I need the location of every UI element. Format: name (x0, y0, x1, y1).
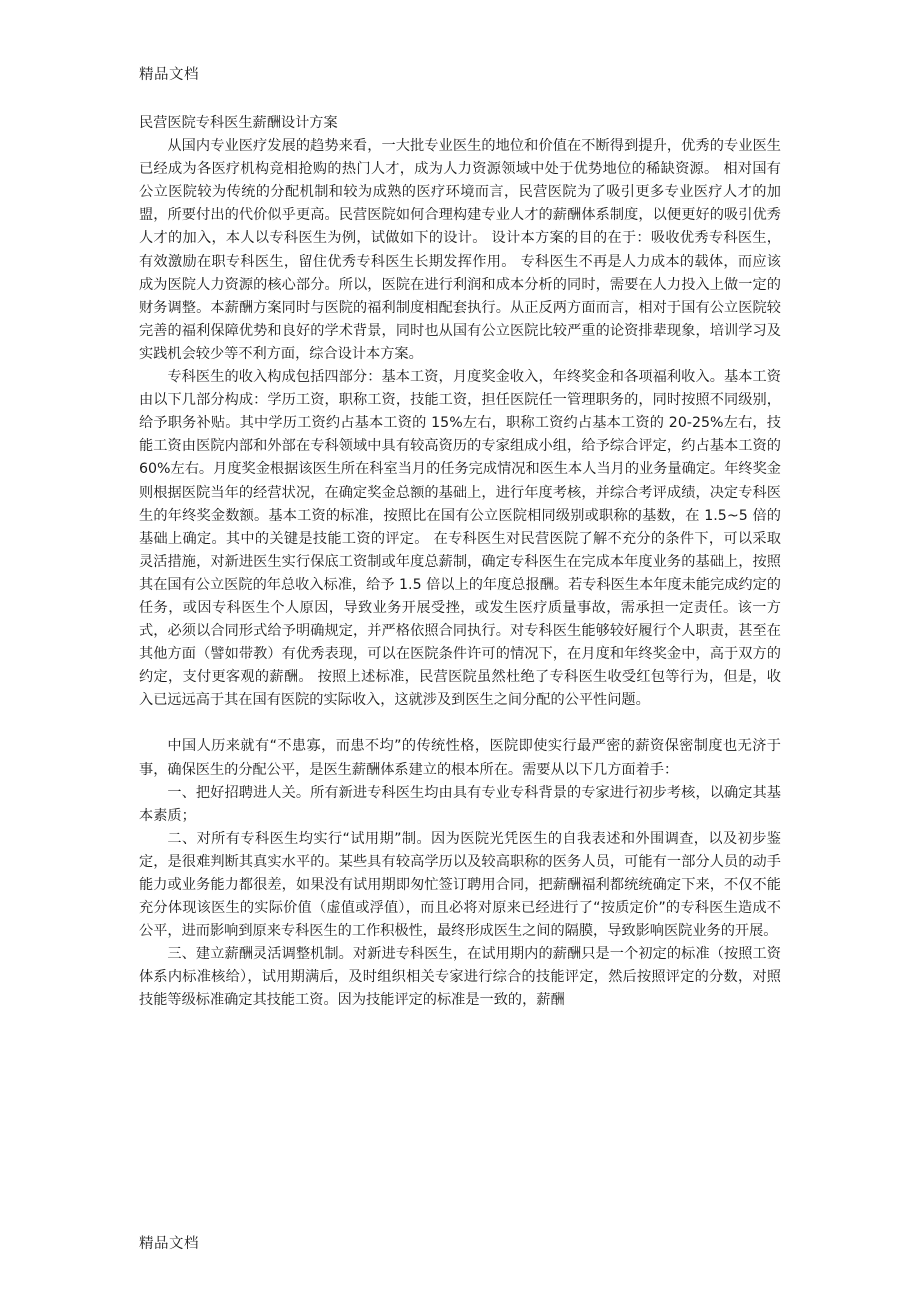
document-title: 民营医院专科医生薪酬设计方案 (139, 115, 338, 131)
paragraph-item-2: 二、对所有专科医生均实行“试用期”制。因为医院光凭医生的自我表述和外围调查，以及初步鉴定，是很难判断其真实水平的。某些具有较高学历以及较高职称的医务人员，可能有一部分人员的动手能力或业务能力都很差，如果没有试用期即匆忙签订聘用合同，把薪酬福利都统统确定下来，不仅不能充分体现该医生的实际价值（虚值或浮值），而且必将对原来已经进行了“按质定价”的专科医生造成不公平，进而影响到原来专科医生的工作积极性，最终形成医生之间的隔膜，导致影响医院业务的开展。 (139, 830, 781, 940)
paragraph-spacer (139, 712, 781, 735)
paragraph-item-1: 一、把好招聘进人关。所有新进专科医生均由具有专业专科背景的专家进行初步考核，以确定其基本素质； (139, 784, 781, 824)
paragraph-intro: 从国内专业医疗发展的趋势来看，一大批专业医生的地位和价值在不断得到提升，优秀的专业医生已经成为各医疗机构竞相抢购的热门人才，成为人力资源领域中处于优势地位的稀缺资源。 相对国有公立医院较为传统的分配机制和较为成熟的医疗环境而言，民营医院为了吸引更多专业医疗人才的加盟，所要付出的代价似乎更高。民营医院如何合理构建专业人才的薪酬体系制度，以便更好的吸引优秀人才的加入，本人以专科医生为例，试做如下的设计。 设计本方案的目的在于：吸收优秀专科医生，有效激励在职专科医生，留住优秀专科医生长期发挥作用。 专科医生不再是人力成本的载体，而应该成为医院人力资源的核心部分。所以，医院在进行利润和成本分析的同时，需要在人力投入上做一定的财务调整。本薪酬方案同时与医院的福利制度相配套执行。从正反两方面而言，相对于国有公立医院较完善的福利保障优势和良好的学术背景，同时也从国有公立医院比较严重的论资排辈现象，培训学习及实践机会较少等不利方面，综合设计本方案。 (139, 138, 781, 362)
paragraph-income-structure: 专科医生的收入构成包括四部分：基本工资，月度奖金收入，年终奖金和各项福利收入。基本工资由以下几部分构成：学历工资，职称工资，技能工资，担任医院任一管理职务的，同时按照不同级别，给予职务补贴。其中学历工资约占基本工资的 15%左右，职称工资约占基本工资的 20-25%左右，技能工资由医院内部和外部在专科领域中具有较高资历的专家组成小组，给予综合评定，约占基本工资的 60%左右。月度奖金根据该医生所在科室当月的任务完成情况和医生本人当月的业务量确定。年终奖金则根据医院当年的经营状况，在确定奖金总额的基础上，进行年度考核，并综合考评成绩，决定专科医生的年终奖金数额。基本工资的标准，按照比在国有公立医院相同级别或职称的基数，在 1.5~5 倍的基础上确定。其中的关键是技能工资的评定。 在专科医生对民营医院了解不充分的条件下，可以采取灵活措施，对新进医生实行保底工资制或年度总薪制，确定专科医生在完成本年度业务的基础上，按照其在国有公立医院的年总收入标准，给予 1.5 倍以上的年度总报酬。若专科医生本年度未能完成约定的任务，或因专科医生个人原因，导致业务开展受挫，或发生医疗质量事故，需承担一定责任。该一方式，必须以合同形式给予明确规定，并严格依照合同执行。对专科医生能够较好履行个人职责，甚至在其他方面（譬如带教）有优秀表现，可以在医院条件许可的情况下，在月度和年终奖金中，高于双方的约定，支付更客观的薪酬。 按照上述标准，民营医院虽然杜绝了专科医生收受红包等行为，但是，收入已远远高于其在国有医院的实际收入，这就涉及到医生之间分配的公平性问题。 (139, 369, 781, 709)
paragraph-item-3: 三、建立薪酬灵活调整机制。对新进专科医生，在试用期内的薪酬只是一个初定的标准（按照工资体系内标准核给），试用期满后，及时组织相关专家进行综合的技能评定，然后按照评定的分数，对照技能等级标准确定其技能工资。因为技能评定的标准是一致的，薪酬 (139, 946, 781, 1009)
page-footer: 精品文档 (139, 1236, 199, 1252)
paragraph-fairness: 中国人历来就有“不患寡，而患不均”的传统性格，医院即使实行最严密的薪资保密制度也无济于事，确保医生的分配公平，是医生薪酬体系建立的根本所在。需要从以下几方面着手： (139, 738, 781, 778)
page-header: 精品文档 (139, 67, 199, 83)
document-body (139, 112, 781, 1013)
